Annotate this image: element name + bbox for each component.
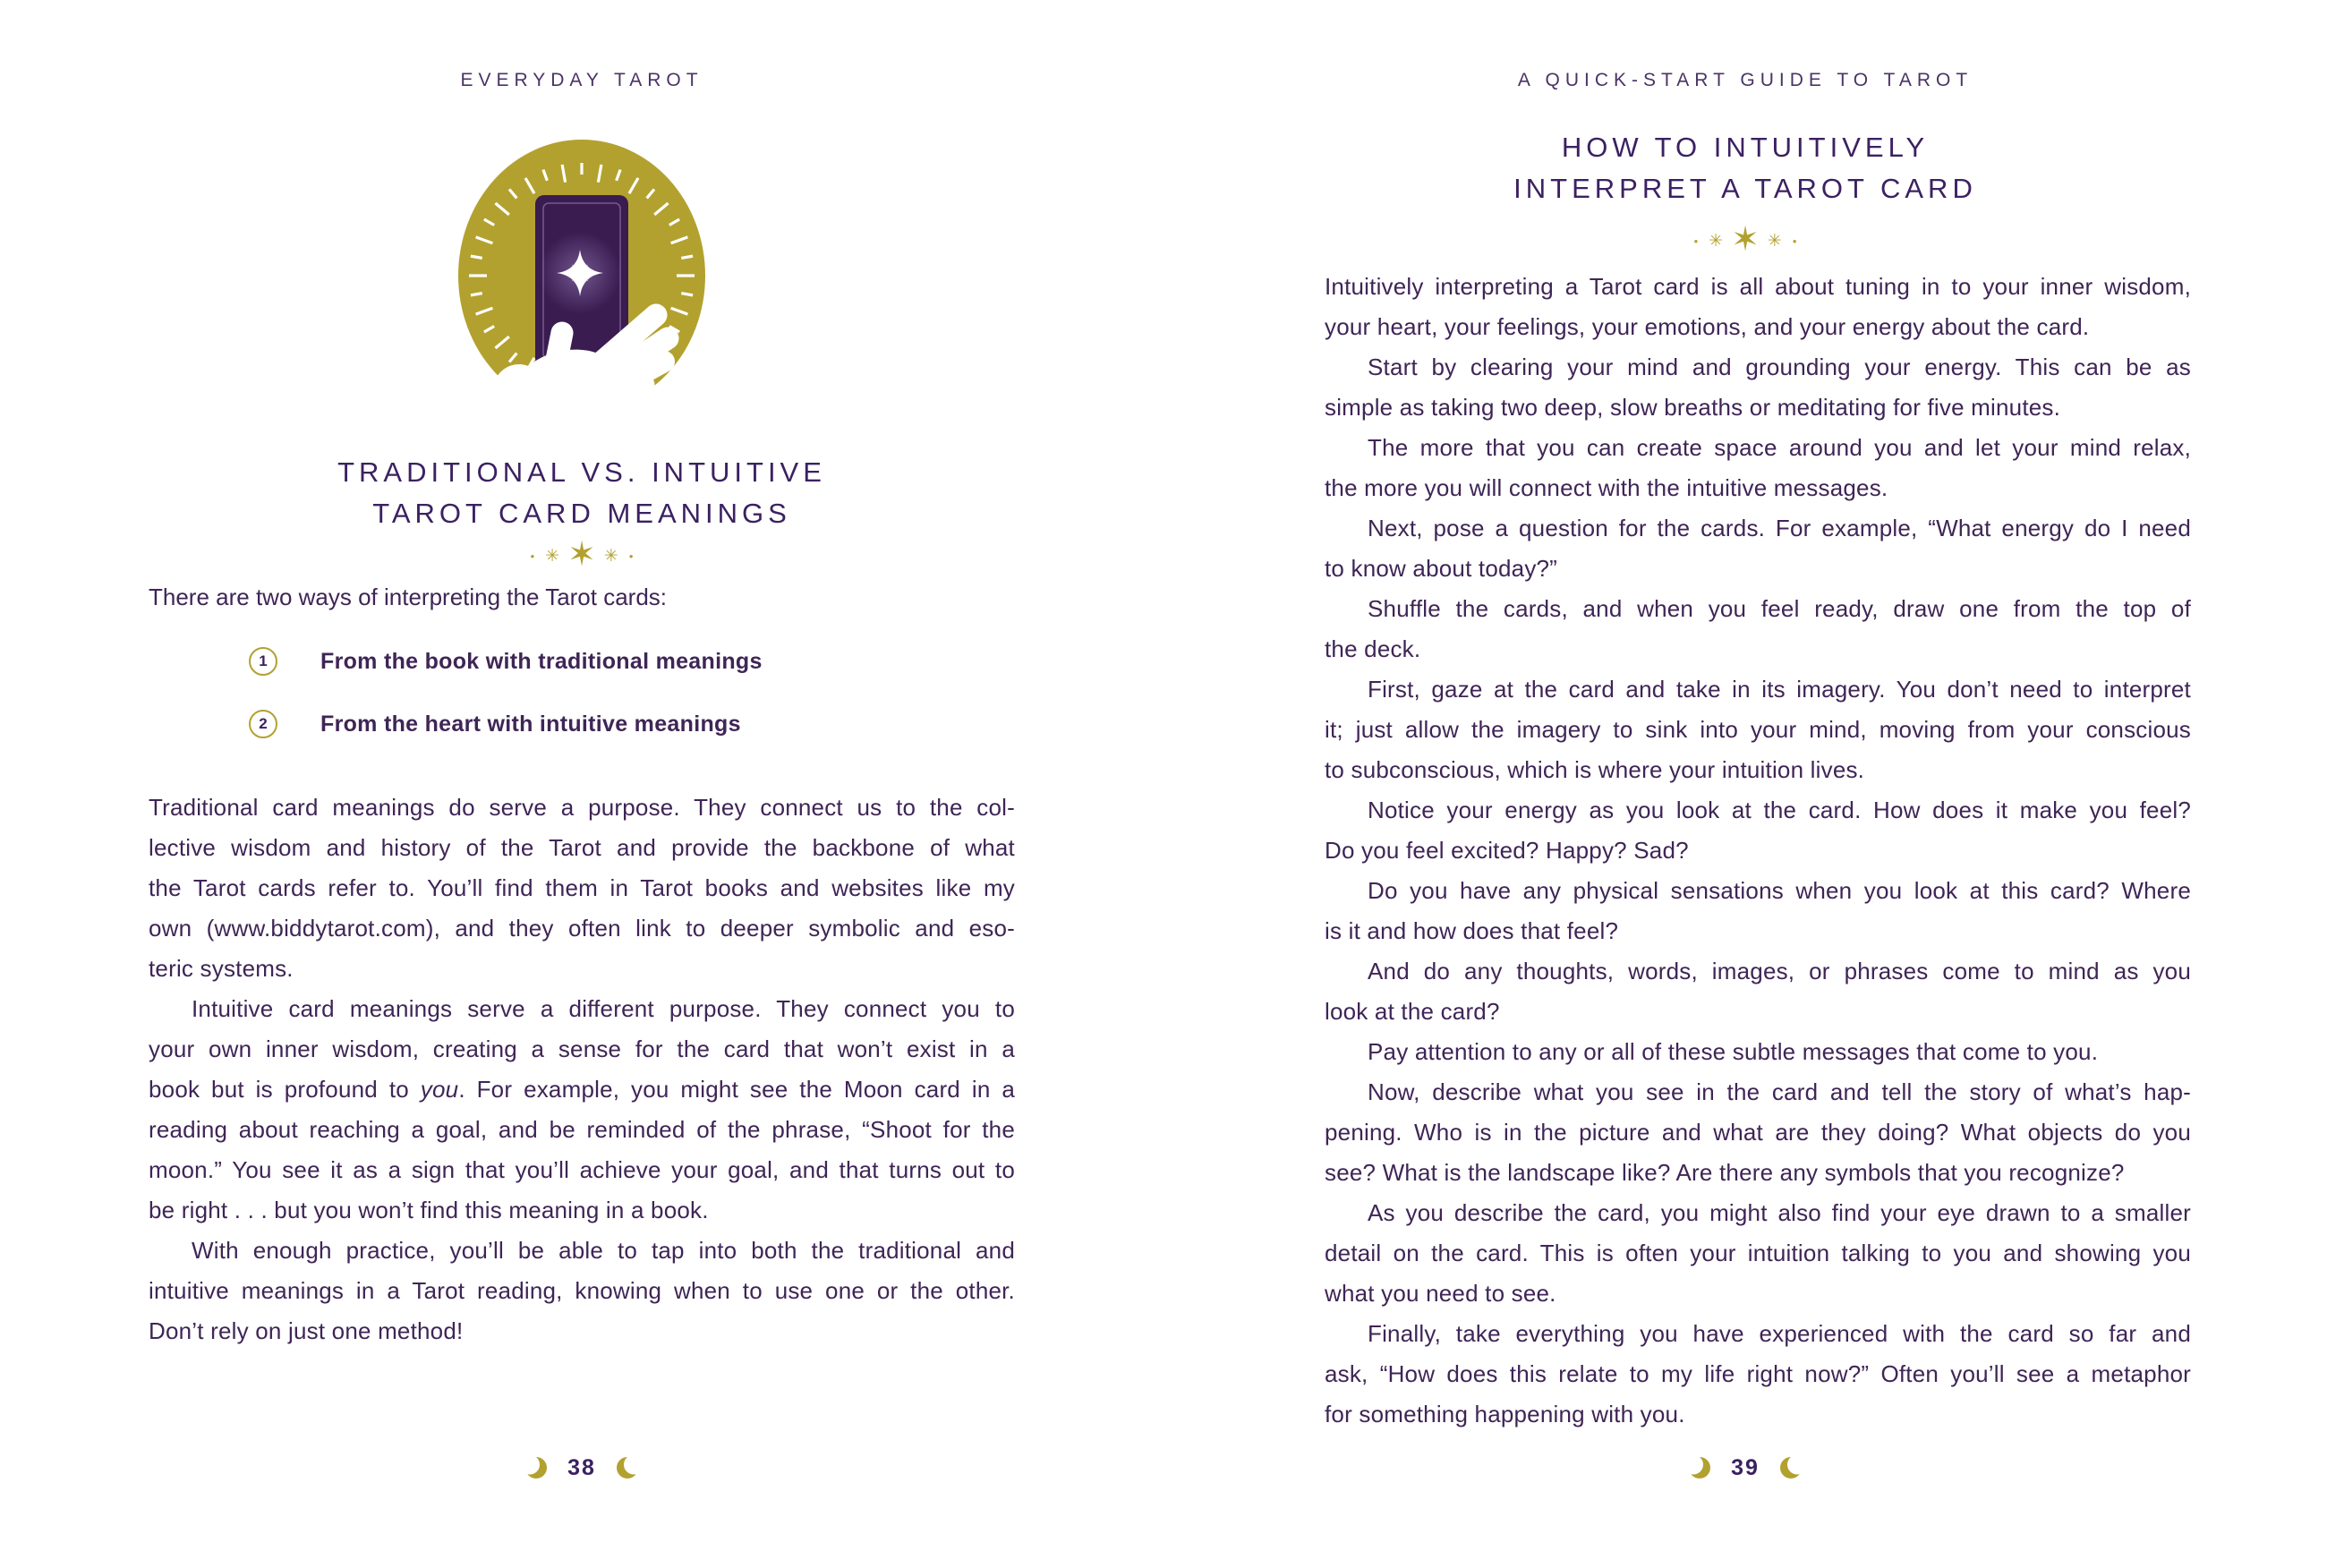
body-line: be right . . . but you won’t find this meaning in a book.	[149, 1197, 709, 1223]
chapter-title-left	[0, 452, 1164, 534]
crescent-moon-right-icon	[614, 1453, 641, 1483]
body-line: is it and how does that feel?	[1325, 917, 1619, 944]
list-item-1	[249, 646, 763, 677]
crescent-moon-left-icon	[523, 1453, 550, 1483]
intro-line: There are two ways of interpreting the Tarot cards:	[149, 584, 668, 610]
crescent-moon-left-icon	[1686, 1453, 1713, 1483]
body-line: Next, pose a question for the cards. For example, “What energy do I need	[1368, 515, 2191, 541]
body-line: The more that you can create space around you and let your mind relax,	[1368, 434, 2191, 461]
body-line: look at the card?	[1325, 998, 1500, 1025]
six-point-star-icon: ✶	[567, 536, 596, 574]
body-line: detail on the card. This is often your intuition talking to you and showing you	[1325, 1240, 2191, 1266]
body-line: Do you have any physical sensations when you look at this card? Where	[1368, 877, 2191, 904]
body-line: for something happening with you.	[1325, 1401, 1685, 1427]
body-line: your own inner wisdom, creating a sense for the card that won’t exist in a	[149, 1035, 1015, 1062]
list-item-label: From the heart with intuitive meanings	[320, 711, 741, 737]
body-line: the deck.	[1325, 635, 1421, 662]
body-line: lective wisdom and history of the Tarot and provide the backbone of what	[149, 834, 1015, 861]
body-line: book but is profound to you. For example, you might see the Moon card in a	[149, 1076, 1016, 1103]
body-line: Start by clearing your mind and grounding your energy. This can be as	[1368, 354, 2191, 380]
body-line: moon.” You see it as a sign that you’ll achieve your goal, and that turns out to	[149, 1156, 1015, 1183]
page-footer-left	[0, 1450, 1164, 1486]
dot-icon: •	[628, 550, 634, 563]
eight-point-spark-icon: ✳	[1709, 232, 1724, 251]
body-line: pening. Who is in the picture and what are they doing? What objects do you	[1325, 1119, 2191, 1146]
body-line: reading about reaching a goal, and be reminded of the phrase, “Shoot for the	[149, 1116, 1015, 1143]
star-divider-icon	[0, 537, 1164, 576]
chapter-title-right	[1164, 127, 2327, 209]
body-line: Intuitively interpreting a Tarot card is all about tuning in to your inner wisdom,	[1325, 273, 2191, 300]
body-line: your heart, your feelings, your emotions, and your energy about the card.	[1325, 313, 2090, 340]
running-head-right: A QUICK-START GUIDE TO TAROT	[1517, 70, 1973, 90]
eight-point-spark-icon: ✳	[1767, 232, 1782, 251]
running-head-left: EVERYDAY TAROT	[460, 70, 703, 90]
eight-point-spark-icon: ✳	[545, 547, 560, 566]
hand-holding-tarot-card-illustration	[430, 125, 734, 465]
body-line: simple as taking two deep, slow breaths or meditating for five minutes.	[1325, 394, 2061, 421]
body-line: Finally, take everything you have experienced with the card so far and	[1368, 1320, 2191, 1347]
body-line: Notice your energy as you look at the card. How does it make you feel?	[1368, 797, 2191, 823]
page-footer-right	[1164, 1450, 2327, 1486]
six-point-star-icon: ✶	[1731, 221, 1760, 259]
body-line: teric systems.	[149, 955, 294, 982]
body-line: Do you feel excited? Happy? Sad?	[1325, 837, 1689, 864]
dot-icon: •	[1693, 234, 1699, 248]
list-item-label: From the book with traditional meanings	[320, 648, 763, 674]
body-line: to subconscious, which is where your intuition lives.	[1325, 756, 1865, 783]
body-line: it; just allow the imagery to sink into your mind, moving from your conscious	[1325, 716, 2191, 743]
body-line: Shuffle the cards, and when you feel ready, draw one from the top of	[1368, 595, 2191, 622]
dot-icon: •	[1792, 234, 1797, 248]
body-line: the more you will connect with the intuitive messages.	[1325, 474, 1888, 501]
body-line: And do any thoughts, words, images, or phrases come to mind as you	[1368, 958, 2191, 984]
body-text-right	[1325, 267, 2191, 1435]
dot-icon: •	[530, 550, 535, 563]
body-line: intuitive meanings in a Tarot reading, knowing when to use one or the other.	[149, 1277, 1015, 1304]
body-line: Now, describe what you see in the card and tell the story of what’s hap-	[1368, 1078, 2191, 1105]
body-line: the Tarot cards refer to. You’ll find them in Tarot books and websites like my	[149, 874, 1015, 901]
body-line: ask, “How does this relate to my life right now?” Often you’ll see a metaphor	[1325, 1360, 2191, 1387]
body-line: Intuitive card meanings serve a different purpose. They connect you to	[192, 995, 1015, 1022]
chapter-title-line2: TAROT CARD MEANINGS	[372, 498, 791, 529]
body-text-left	[149, 788, 1015, 1351]
chapter-title-line1: TRADITIONAL VS. INTUITIVE	[337, 456, 826, 488]
page-number: 38	[567, 1454, 596, 1480]
list-number-badge: 2	[249, 710, 277, 738]
body-line: see? What is the landscape like? Are there any symbols that you recognize?	[1325, 1159, 2125, 1186]
body-line: what you need to see.	[1325, 1280, 1556, 1307]
body-line: As you describe the card, you might also find your eye drawn to a smaller	[1368, 1199, 2191, 1226]
eight-point-spark-icon: ✳	[603, 547, 618, 566]
page-right	[1164, 0, 2327, 1568]
body-line: own (www.biddytarot.com), and they often link to deeper symbolic and eso-	[149, 915, 1015, 942]
crescent-moon-right-icon	[1777, 1453, 1804, 1483]
body-line: Don’t rely on just one method!	[149, 1317, 464, 1344]
chapter-title-line1: HOW TO INTUITIVELY	[1561, 132, 1930, 163]
chapter-title-line2: INTERPRET A TAROT CARD	[1513, 173, 1977, 204]
body-line: to know about today?”	[1325, 555, 1558, 582]
page-number: 39	[1731, 1454, 1760, 1480]
list-number-badge: 1	[249, 647, 277, 676]
body-line: With enough practice, you’ll be able to tap into both the traditional and	[192, 1237, 1015, 1264]
star-divider-icon	[1164, 222, 2327, 261]
body-line: Traditional card meanings do serve a purpose. They connect us to the col-	[149, 794, 1015, 821]
list-item-2	[249, 709, 741, 739]
body-line: First, gaze at the card and take in its imagery. You don’t need to interpret	[1368, 676, 2191, 703]
body-line: Pay attention to any or all of these subtle messages that come to you.	[1368, 1038, 2099, 1065]
